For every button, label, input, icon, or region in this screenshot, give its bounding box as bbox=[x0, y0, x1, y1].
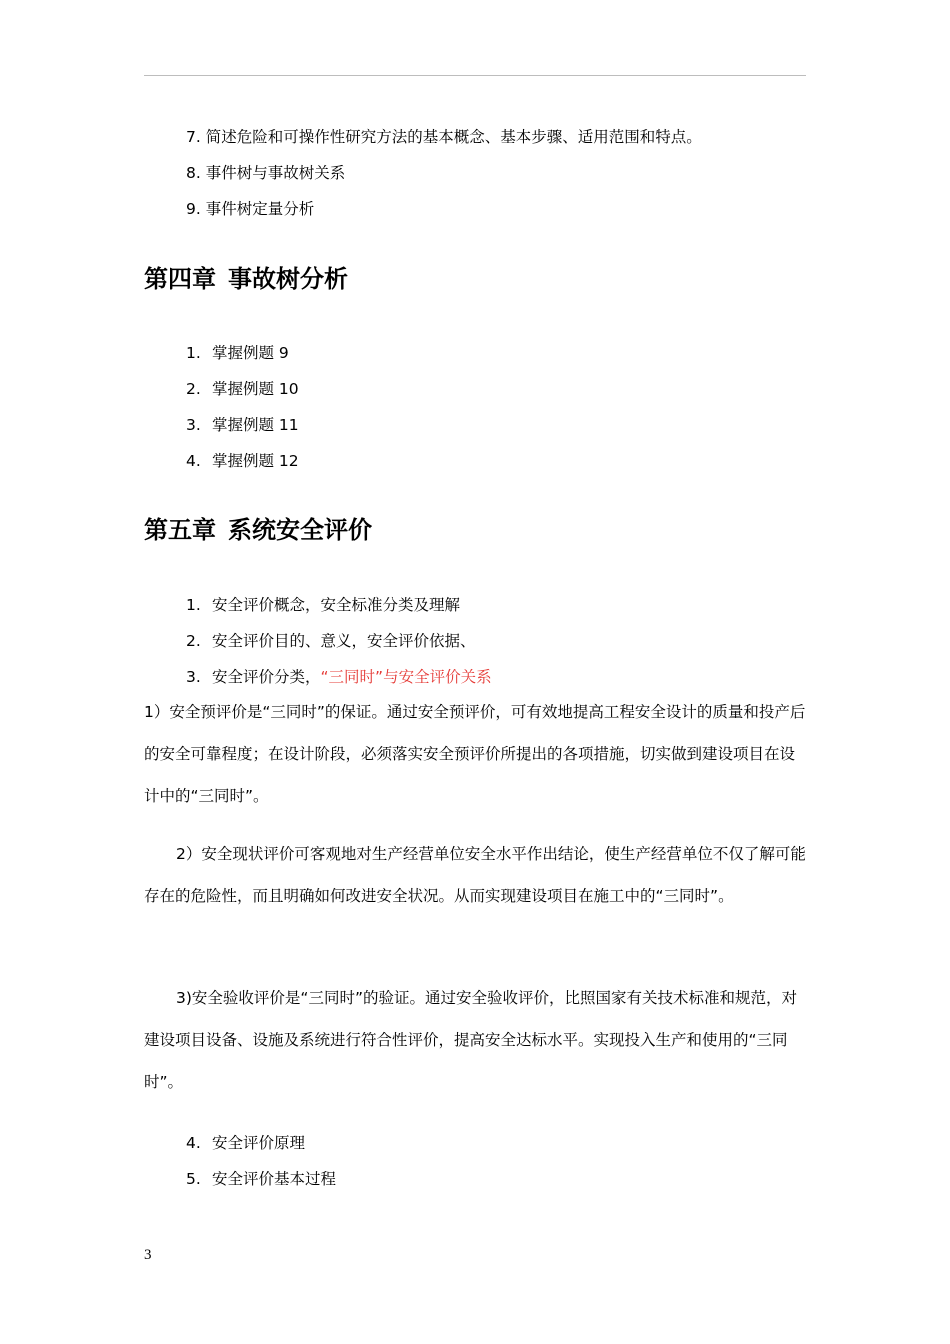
list-item: 9. 事件树定量分析 bbox=[186, 200, 315, 218]
list-item: 5. 安全评价基本过程 bbox=[186, 1170, 337, 1188]
list-item: 2. 安全评价目的、意义，安全评价依据、 bbox=[186, 632, 476, 650]
list-item: 1. 安全评价概念，安全标准分类及理解 bbox=[186, 596, 461, 614]
chapter-title: 事故树分析 bbox=[228, 265, 348, 293]
list-item: 1. 掌握例题 9 bbox=[186, 344, 289, 362]
page-number: 3 bbox=[144, 1247, 152, 1263]
list-item: 3. 安全评价分类，“三同时”与安全评价关系 bbox=[186, 668, 492, 686]
list-item: 3. 掌握例题 11 bbox=[186, 416, 299, 434]
list-item: 2. 掌握例题 10 bbox=[186, 380, 299, 398]
paragraph: 2）安全现状评价可客观地对生产经营单位安全水平作出结论，使生产经营单位不仅了解可能存在的危险性，而且明确如何改进安全状况。从而实现建设项目在施工中的“三同时”。 bbox=[144, 845, 806, 905]
list-item: 7. 简述危险和可操作性研究方法的基本概念、基本步骤、适用范围和特点。 bbox=[186, 128, 702, 146]
header-rule bbox=[144, 75, 806, 76]
paragraph: 1）安全预评价是“三同时”的保证。通过安全预评价，可有效地提高工程安全设计的质量和投产后的安全可靠程度；在设计阶段，必须落实安全预评价所提出的各项措施，切实做到建设项目在设计中的“三同时”。 bbox=[144, 703, 806, 805]
highlight-text: “三同时”与安全评价关系 bbox=[320, 668, 492, 686]
chapter-number: 第四章 bbox=[144, 265, 216, 293]
chapter-heading bbox=[144, 515, 372, 545]
chapter-number: 第五章 bbox=[144, 516, 216, 544]
paragraph: 3)安全验收评价是“三同时”的验证。通过安全验收评价，比照国家有关技术标准和规范，对建设项目设备、设施及系统进行符合性评价，提高安全达标水平。实现投入生产和使用的“三同时”。 bbox=[144, 989, 797, 1091]
list-item: 8. 事件树与事故树关系 bbox=[186, 164, 346, 182]
chapter-heading bbox=[144, 264, 348, 294]
chapter-title: 系统安全评价 bbox=[228, 516, 372, 544]
list-item: 4. 安全评价原理 bbox=[186, 1134, 306, 1152]
list-item: 4. 掌握例题 12 bbox=[186, 452, 299, 470]
